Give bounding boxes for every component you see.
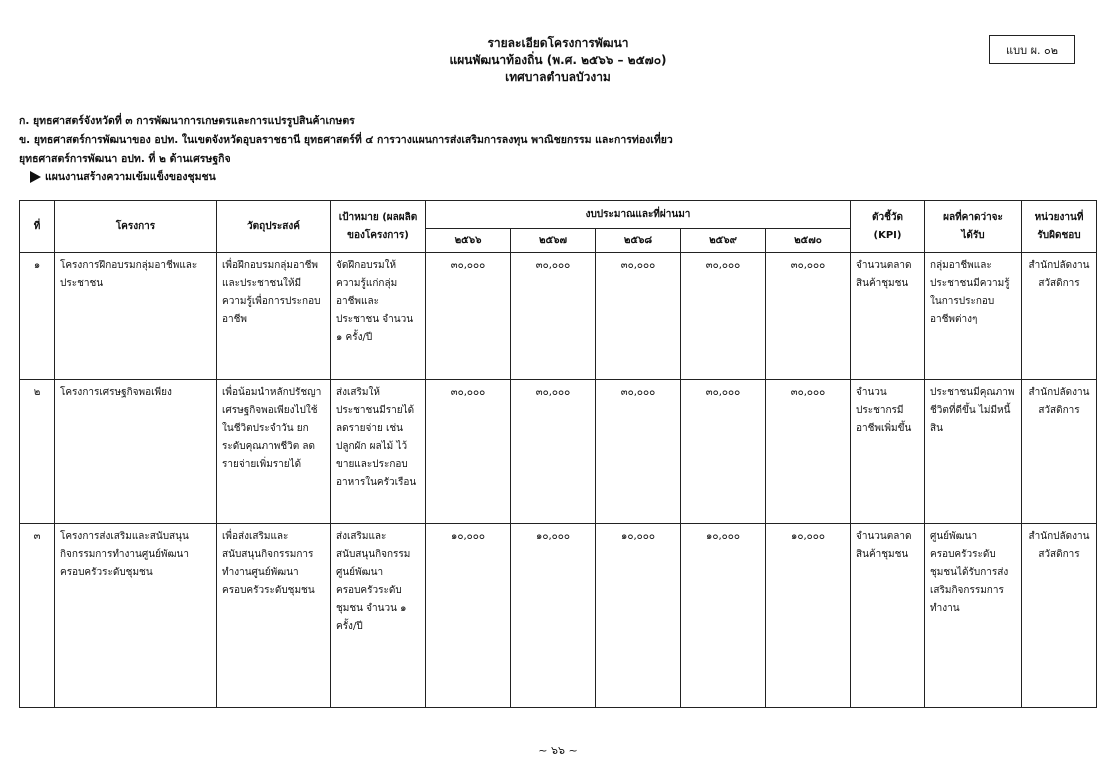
row-budget: ๑๐,๐๐๐ bbox=[681, 524, 766, 708]
row-project: โครงการเศรษฐกิจพอเพียง bbox=[55, 380, 217, 524]
row-unit: สำนักปลัดงานสวัสดิการ bbox=[1022, 524, 1097, 708]
title-line-3: เทศบาลตำบลบัวงาม bbox=[505, 70, 611, 84]
row-project: โครงการฝึกอบรมกลุ่มอาชีพและประชาชน bbox=[55, 253, 217, 380]
row-budget: ๑๐,๐๐๐ bbox=[426, 524, 511, 708]
row-budget: ๓๐,๐๐๐ bbox=[426, 380, 511, 524]
row-kpi: จำนวนตลาดสินค้าชุมชน bbox=[851, 253, 925, 380]
row-kpi: จำนวนประชากรมีอาชีพเพิ่มขึ้น bbox=[851, 380, 925, 524]
row-budget: ๓๐,๐๐๐ bbox=[681, 380, 766, 524]
strategy-development: ยุทธศาสตร์การพัฒนา อปท. ที่ ๒ ด้านเศรษฐกิจ bbox=[19, 153, 231, 165]
row-no: ๓ bbox=[20, 524, 55, 708]
row-budget: ๓๐,๐๐๐ bbox=[596, 253, 681, 380]
row-unit: สำนักปลัดงานสวัสดิการ bbox=[1022, 380, 1097, 524]
header-unit: หน่วยงานที่รับผิดชอบ bbox=[1022, 201, 1097, 253]
document-title bbox=[0, 35, 1116, 86]
row-budget: ๓๐,๐๐๐ bbox=[511, 253, 596, 380]
header-row bbox=[20, 201, 1097, 229]
header-year: ๒๕๖๙ bbox=[681, 229, 766, 253]
project-table bbox=[19, 200, 1097, 708]
table-row bbox=[20, 380, 1097, 524]
row-budget: ๓๐,๐๐๐ bbox=[596, 380, 681, 524]
row-budget: ๑๐,๐๐๐ bbox=[766, 524, 851, 708]
header-year: ๒๕๗๐ bbox=[766, 229, 851, 253]
header-year: ๒๕๖๘ bbox=[596, 229, 681, 253]
header-project: โครงการ bbox=[55, 201, 217, 253]
row-budget: ๓๐,๐๐๐ bbox=[426, 253, 511, 380]
row-objective: เพื่อน้อมนำหลักปรัชญาเศรษฐกิจพอเพียงไปใช้ในชีวิตประจำวัน ยกระดับคุณภาพชีวิต ลดรายจ่ายเพิ่มรายได้ bbox=[217, 380, 331, 524]
header-no: ที่ bbox=[20, 201, 55, 253]
row-objective: เพื่อฝึกอบรมกลุ่มอาชีพและประชาชนให้มีความรู้เพื่อการประกอบอาชีพ bbox=[217, 253, 331, 380]
row-no: ๑ bbox=[20, 253, 55, 380]
header-objective: วัตถุประสงค์ bbox=[217, 201, 331, 253]
row-target: ส่งเสริมให้ประชาชนมีรายได้ลดรายจ่าย เช่น ปลูกผัก ผลไม้ ไว้ขายและประกอบอาหารในครัวเรือน bbox=[331, 380, 426, 524]
row-project: โครงการส่งเสริมและสนับสนุนกิจกรรมการทำงานศูนย์พัฒนาครอบครัวระดับชุมชน bbox=[55, 524, 217, 708]
row-objective: เพื่อส่งเสริมและสนับสนุนกิจกรรมการทำงานศูนย์พัฒนาครอบครัวระดับชุมชน bbox=[217, 524, 331, 708]
title-line-1: รายละเอียดโครงการพัฒนา bbox=[487, 36, 629, 50]
header-result: ผลที่คาดว่าจะได้รับ bbox=[925, 201, 1022, 253]
row-budget: ๓๐,๐๐๐ bbox=[511, 380, 596, 524]
header-target: เป้าหมาย (ผลผลิตของโครงการ) bbox=[331, 201, 426, 253]
row-kpi: จำนวนตลาดสินค้าชุมชน bbox=[851, 524, 925, 708]
row-budget: ๑๐,๐๐๐ bbox=[596, 524, 681, 708]
row-target: จัดฝึกอบรมให้ความรู้แก่กลุ่มอาชีพและประชาชน จำนวน ๑ ครั้ง/ปี bbox=[331, 253, 426, 380]
header-kpi: ตัวชี้วัด (KPI) bbox=[851, 201, 925, 253]
title-line-2: แผนพัฒนาท้องถิ่น (พ.ศ. ๒๕๖๖ – ๒๕๗๐) bbox=[449, 53, 667, 67]
row-budget: ๓๐,๐๐๐ bbox=[766, 253, 851, 380]
row-target: ส่งเสริมและสนับสนุนกิจกรรมศูนย์พัฒนาครอบครัวระดับชุมชน จำนวน ๑ ครั้ง/ปี bbox=[331, 524, 426, 708]
form-code-box: แบบ ผ. ๐๒ bbox=[989, 35, 1075, 64]
table-row bbox=[20, 524, 1097, 708]
strategy-local: ข. ยุทธศาสตร์การพัฒนาของ อปท. ในเขตจังหวัดอุบลราชธานี ยุทธศาสตร์ที่ ๔ การวางแผนการส่งเสริมการลงทุน พาณิชยกรรม และการท่องเที่ยว bbox=[19, 134, 673, 146]
arrow-bullet-icon bbox=[30, 171, 41, 183]
row-unit: สำนักปลัดงานสวัสดิการ bbox=[1022, 253, 1097, 380]
header-year: ๒๕๖๗ bbox=[511, 229, 596, 253]
header-budget: งบประมาณและที่ผ่านมา bbox=[426, 201, 851, 229]
row-result: ประชาชนมีคุณภาพชีวิตที่ดีขึ้น ไม่มีหนี้สิน bbox=[925, 380, 1022, 524]
row-budget: ๓๐,๐๐๐ bbox=[681, 253, 766, 380]
plan-label: แผนงานสร้างความเข้มแข็งของชุมชน bbox=[45, 171, 216, 183]
table-row bbox=[20, 253, 1097, 380]
plan-line bbox=[30, 170, 216, 184]
row-budget: ๑๐,๐๐๐ bbox=[511, 524, 596, 708]
row-result: ศูนย์พัฒนาครอบครัวระดับชุมชนได้รับการส่งเสริมกิจกรรมการทำงาน bbox=[925, 524, 1022, 708]
strategy-province: ก. ยุทธศาสตร์จังหวัดที่ ๓ การพัฒนาการเกษตรและการแปรรูปสินค้าเกษตร bbox=[19, 115, 355, 127]
row-no: ๒ bbox=[20, 380, 55, 524]
row-budget: ๓๐,๐๐๐ bbox=[766, 380, 851, 524]
header-year: ๒๕๖๖ bbox=[426, 229, 511, 253]
page-number: ~ ๖๖ ~ bbox=[538, 744, 578, 757]
row-result: กลุ่มอาชีพและประชาชนมีความรู้ในการประกอบอาชีพต่างๆ bbox=[925, 253, 1022, 380]
